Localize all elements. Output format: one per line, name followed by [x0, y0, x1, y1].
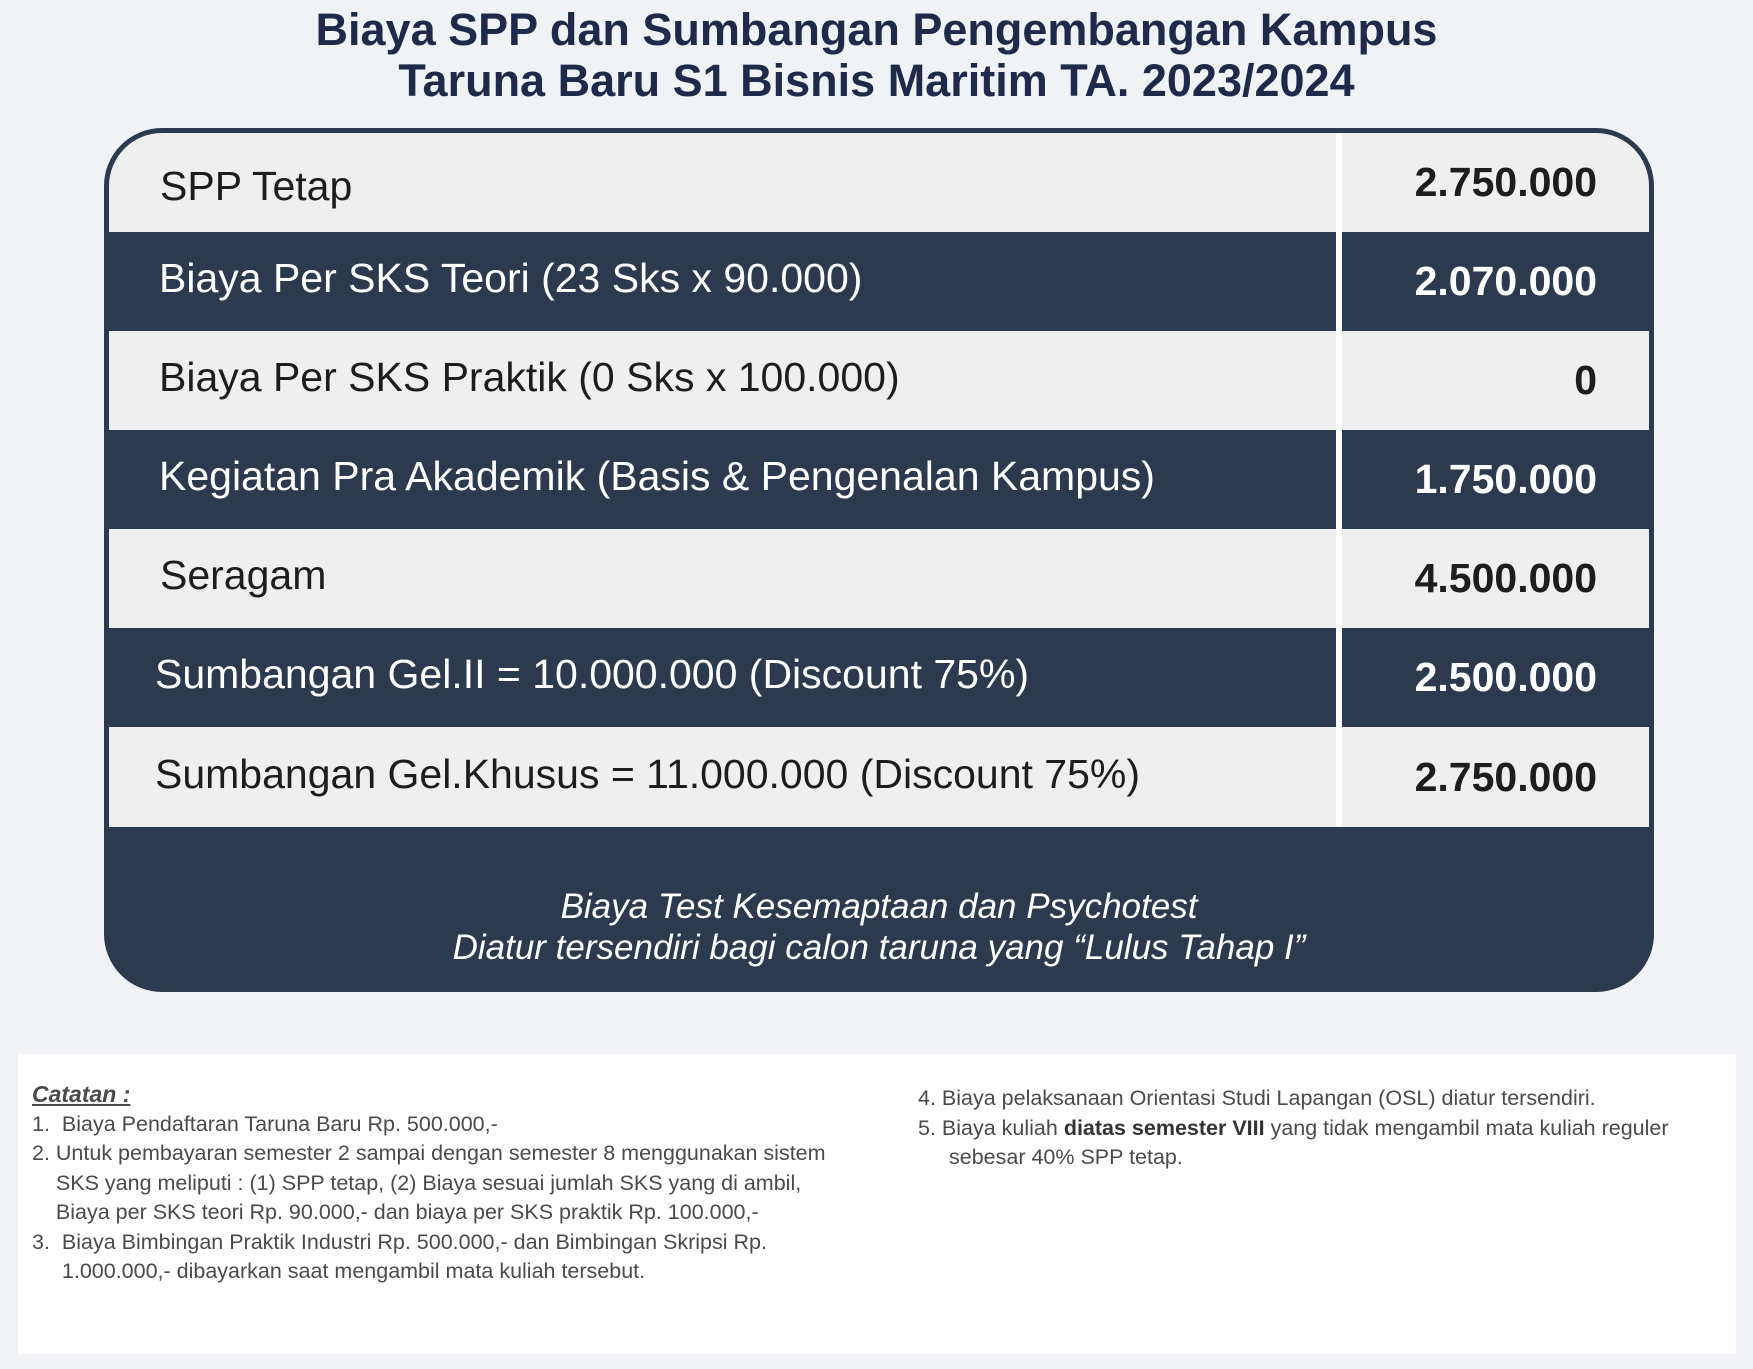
- fee-label: Kegiatan Pra Akademik (Basis & Pengenalan Kampus): [109, 430, 1336, 529]
- fee-row: [109, 331, 1649, 430]
- note-number: 3.: [32, 1229, 62, 1254]
- note-item: [32, 1110, 912, 1140]
- note-item: [32, 1228, 912, 1287]
- psychotest-note: [109, 854, 1649, 992]
- note-number: 1.: [32, 1111, 62, 1136]
- note-item-4: 4. Biaya pelaksanaan Orientasi Studi Lapangan (OSL) diatur tersendiri.: [918, 1086, 1596, 1110]
- notes-heading: Catatan :: [32, 1081, 131, 1107]
- fee-value: 1.750.000: [1342, 430, 1649, 529]
- note-5-prefix: 5. Biaya kuliah: [918, 1115, 1064, 1140]
- note-text: Biaya Bimbingan Praktik Industri Rp. 500.000,- dan Bimbingan Skripsi Rp. 1.000.000,- dibayarkan saat mengambil mata kuliah tersebut.: [61, 1229, 767, 1283]
- fee-value: 2.070.000: [1342, 232, 1649, 331]
- fee-row: [109, 232, 1649, 331]
- note-text: Untuk pembayaran semester 2 sampai dengan semester 8 menggunakan sistem SKS yang meliputi : (1) SPP tetap, (2) Biaya sesuai jumlah SKS yang di ambil, Biaya per SKS teori Rp. 90.000,- dan biaya per SKS praktik Rp. 100.000,-: [55, 1141, 826, 1224]
- fee-value: 0: [1342, 331, 1649, 430]
- fee-row: [109, 529, 1649, 628]
- notes-right-column: [918, 1084, 1733, 1173]
- notes-left-column: [32, 1080, 912, 1287]
- fee-value: 2.750.000: [1342, 727, 1649, 827]
- note-item: [32, 1139, 912, 1228]
- fee-label: Seragam: [109, 529, 1336, 628]
- fee-value: 2.500.000: [1342, 628, 1649, 727]
- fee-row: [109, 628, 1649, 727]
- fee-row: [109, 727, 1649, 827]
- fee-row: [109, 430, 1649, 529]
- fee-label: Biaya Per SKS Praktik (0 Sks x 100.000): [109, 331, 1336, 430]
- note-item-5: [918, 1114, 1733, 1144]
- psychotest-note-line-1: Biaya Test Kesemaptaan dan Psychotest: [560, 887, 1198, 926]
- fee-row: [109, 133, 1649, 232]
- fee-label: SPP Tetap: [109, 133, 1336, 232]
- fee-value: 2.750.000: [1342, 133, 1649, 232]
- fee-label: Biaya Per SKS Teori (23 Sks x 90.000): [109, 232, 1336, 331]
- fee-value: 4.500.000: [1342, 529, 1649, 628]
- fee-label: Sumbangan Gel.II = 10.000.000 (Discount 75%): [109, 628, 1336, 727]
- note-item-5-continued: sebesar 40% SPP tetap.: [949, 1145, 1183, 1169]
- fee-label: Sumbangan Gel.Khusus = 11.000.000 (Discount 75%): [109, 727, 1336, 827]
- page-title: [0, 4, 1753, 106]
- notes-panel: [18, 1054, 1736, 1354]
- title-line-1: Biaya SPP dan Sumbangan Pengembangan Kampus: [315, 4, 1438, 55]
- note-text: Biaya Pendaftaran Taruna Baru Rp. 500.000,-: [61, 1111, 498, 1136]
- psychotest-note-line-2: Diatur tersendiri bagi calon taruna yang “Lulus Tahap I”: [452, 928, 1306, 967]
- fee-table: [104, 128, 1654, 992]
- title-line-2: Taruna Baru S1 Bisnis Maritim TA. 2023/2024: [398, 55, 1355, 106]
- note-5-emphasis: diatas semester VIII: [1063, 1115, 1265, 1140]
- note-5-suffix: yang tidak mengambil mata kuliah reguler: [1264, 1115, 1669, 1140]
- note-number: 2.: [32, 1141, 56, 1165]
